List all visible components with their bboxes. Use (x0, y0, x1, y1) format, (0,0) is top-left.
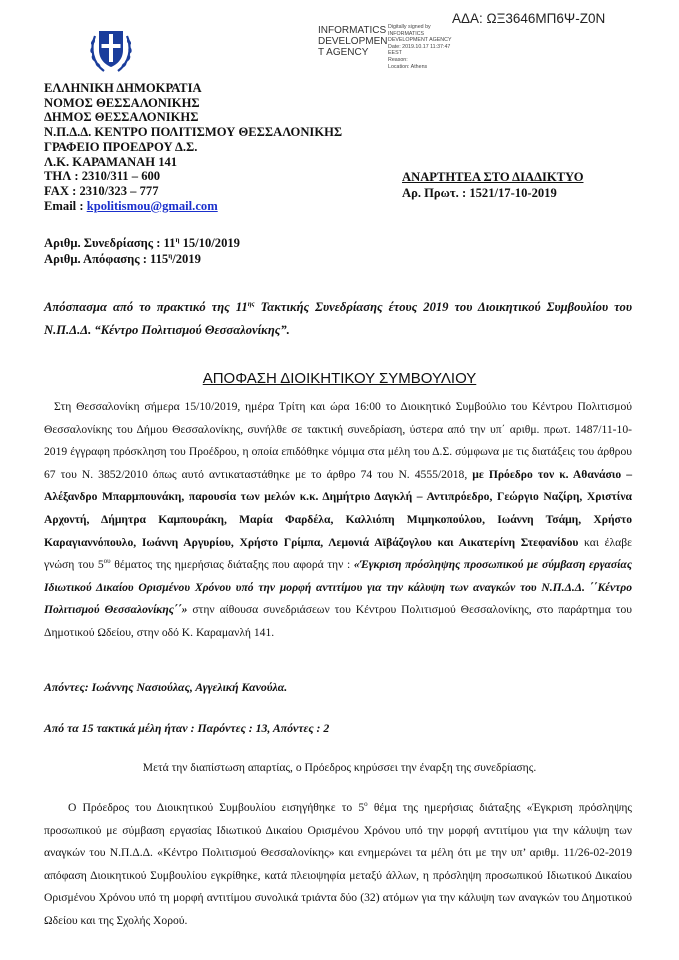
posting-info (402, 170, 584, 201)
fax-line: FAX : 2310/323 – 777 (44, 183, 159, 198)
signature-detail-line: INFORMATICS (388, 30, 425, 37)
letterhead-line: ΕΛΛΗΝΙΚΗ ΔΗΜΟΚΡΑΤΙΑ (44, 81, 202, 95)
signature-detail-line: Digitally signed by (388, 24, 431, 30)
greek-emblem-icon (86, 20, 136, 78)
signature-name-line: DEVELOPMEN (318, 36, 388, 47)
protocol-number: Αρ. Πρωτ. : 1521/17-10-2019 (402, 185, 557, 200)
president-proposal-paragraph: Ο Πρόεδρος του Διοικητικού Συμβουλίου εισηγήθηκε το $5^o$ θέμα της ημερήσιας διάταξης «Έγκριση πρόσληψης προσωπικού με σύμβαση εργασίας Ιδιωτικού Δικαίου Ορισμένου Χρόνου υπό την μορφή αντιτίμου για την κάλυψη των αναγκών του Ν.Π.Δ.Δ. «Κέντρο Πολιτισμού Θεσσαλονίκης» και ενημερώνει τα μέλη ότι με την υπ’ αριθμ. 11/26-02-2019 απόφαση Διοικητικού Συμβουλίου εγκρίθηκε, κατά πλειοψηφία μεταξύ άλλων, η πρόσληψη προσωπικού Ιδιωτικού Δικαίου Ορισμένου Χρόνου υπό τη μορφή αντιτίμου συνολικά τριάντα δύο (32) ατόμων για την κάλυψη των αναγκών του Δημοτικού Ωδείου και της Σχολής Χορού. (44, 800, 632, 927)
letterhead-line: Ν.Π.Δ.Δ. ΚΕΝΤΡΟ ΠΟΛΙΤΙΣΜΟΥ ΘΕΣΣΑΛΟΝΙΚΗΣ (44, 125, 343, 140)
digital-signature-name (318, 25, 388, 58)
document-title: ΑΠΟΦΑΣΗ ΔΙΟΙΚΗΤΙΚΟΥ ΣΥΜΒΟΥΛΙΟΥ (202, 370, 477, 387)
email-link[interactable]: kpolitismou@gmail.com (86, 198, 218, 213)
quorum-statement: Μετά την διαπίστωση απαρτίας, ο Πρόεδρος κηρύσσει την έναρξη της συνεδρίασης. (142, 761, 537, 774)
meeting-paragraph: Στη Θεσσαλονίκη σήμερα 15/10/2019, ημέρα Τρίτη και ώρα 16:00 το Διοικητικό Συμβούλιο του Κέντρου Πολιτισμού Θεσσαλονίκης του Δήμου Θεσσαλονίκης, συνήλθε σε τακτική συνεδρίαση, ύστερα από την υπ΄ αριθμ. πρωτ. 1487/11-10-2019 έγγραφη πρόσκληση του Προέδρου, η οποία επιδόθηκε νόμιμα στα μέλη του Δ.Σ. σύμφωνα με τις διατάξεις του άρθρου 67 του Ν. 3852/2010 όπως αυτό αντικαταστάθηκε με το άρθρο 74 του Ν. 4555/2018, με Πρόεδρο τον κ. Αθανάσιο – Αλέξανδρο Μπαρμπουνάκη, παρουσία των μελών κ.κ. Δημήτριο Δαγκλή – Αντιπρόεδρο, Γεώργιο Ναζίρη, Χριστίνα Αρχοντή, Δήμητρα Καμπουράκη, Μαρία Φαρδέλα, Καλλιόπη Μιμηκοπούλου, Ιωάννη Τσάμη, Χρήστο Καραγιαννόπουλο, Ιωάννη Αργυρίου, Χρήστο Γρίμπα, Λεμονιά Αϊβάζογλου και Αικατερίνη Στεφανίδου και έλαβε γνώση του $5^{o\upsilon}$ θέματος της ημερήσιας διάταξης που αφορά την : «Έγκριση πρόσληψης προσωπικού με σύμβαση εργασίας Ιδιωτικού Δικαίου Ορισμένου Χρόνου υπό την μορφή αντιτίμου για την κάλυψη των αναγκών του Ν.Π.Δ.Δ. ΄΄Κέντρο Πολιτισμού Θεσσαλονίκης΄΄» στην αίθουσα συνεδριάσεων του Κέντρου Πολιτισμού Θεσσαλονίκης, στο παράρτημα του Δημοτικού Ωδείου, στην οδό Κ. Καραμανλή 141. (44, 400, 632, 639)
letterhead-line: ΓΡΑΦΕΙΟ ΠΡΟΕΔΡΟΥ Δ.Σ. (44, 139, 198, 154)
letterhead (44, 81, 342, 213)
letterhead-line: Λ.Κ. ΚΑΡΑΜΑΝΑΗ 141 (44, 154, 178, 169)
signature-name-line: INFORMATICS (318, 25, 387, 36)
ada-code: ΑΔΑ: ΩΞ3646ΜΠ6Ψ-Ζ0Ν (452, 11, 606, 26)
signature-detail-line: Location: Athens (388, 63, 428, 70)
absent-members: Απόντες: Ιωάννης Νασιούλας, Αγγελική Κανούλα. (44, 680, 288, 694)
signature-detail-line: Date: 2019.10.17 11:37:47 (388, 43, 451, 50)
letterhead-line: ΝΟΜΟΣ ΘΕΣΣΑΛΟΝΙΚΗΣ (44, 95, 200, 110)
digital-signature-details (388, 24, 498, 70)
signature-detail-line: Reason: (388, 56, 408, 63)
session-info (44, 236, 240, 267)
members-present: με Πρόεδρο τον κ. Αθανάσιο – Αλέξανδρο Μπαρμπουνάκη, παρουσία των μελών κ.κ. Δημήτριο Δαγκλή – Αντιπρόεδρο, Γεώργιο Ναζίρη, Χριστίνα Αρχοντή, Δήμητρα Καμπουράκη, Μαρία Φαρδέλα, Καλλιόπη Μιμηκοπούλου, Ιωάννη Τσάμη, Χρήστο Καραγιαννόπουλο, Ιωάννη Αργυρίου, Χρήστο Γρίμπα, Λεμονιά Αϊβάζογλου και Αικατερίνη Στεφανίδου (44, 467, 632, 549)
letterhead-line: ΔΗΜΟΣ ΘΕΣΣΑΛΟΝΙΚΗΣ (44, 110, 199, 125)
signature-detail-line: DEVELOPMENT AGENCY (388, 37, 452, 44)
agenda-topic: «Έγκριση πρόσληψης προσωπικού με σύμβαση εργασίας Ιδιωτικού Δικαίου Ορισμένου Χρόνου υπό την μορφή αντιτίμου για την κάλυψη των αναγκών του Ν.Π.Δ.Δ. ΄΄Κέντρο Πολιτισμού Θεσσαλονίκης΄΄» (44, 558, 632, 617)
decision-number: Αριθμ. Απόφασης : $115^\eta/2019$ (44, 251, 201, 266)
email-label: Email : (44, 198, 84, 213)
minutes-excerpt: Απόσπασμα από το πρακτικό της $11^{\eta\varsigma}$ Τακτικής Συνεδρίασης έτους 2019 του Διοικητικού Συμβουλίου του Ν.Π.Δ.Δ. “Κέντρο Πολιτισμού Θεσσαλονίκης”. (44, 299, 632, 337)
signature-detail-line: EEST (388, 50, 402, 57)
session-number: Αριθμ. Συνεδρίασης : $11^\eta$ 15/10/2019 (44, 235, 240, 250)
email-line (44, 199, 342, 214)
phone-line: ΤΗΛ : 2310/311 – 600 (44, 169, 161, 184)
attendance-count: Από τα 15 τακτικά μέλη ήταν : Παρόντες : 13, Απόντες : 2 (44, 721, 330, 735)
signature-name-line: T AGENCY (318, 47, 369, 58)
posted-online-notice: ΑΝΑΡΤΗΤΕΑ ΣΤΟ ΔΙΑΔΙΚΤΥΟ (402, 170, 584, 184)
